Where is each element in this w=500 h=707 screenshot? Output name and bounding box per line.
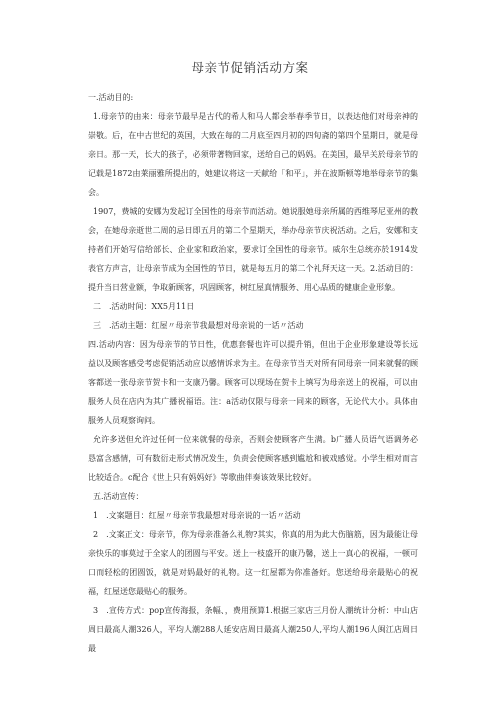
paragraph-promotion-method: 3 .宣传方式：pop宣传海报，条幅、，费用预算1.根据三家店三月份人潮统计分析：中山店周日最高人潮326人，平均人潮288人延安店周日最高人潮250人,平均人潮196人闽江店周日最 (88, 606, 418, 653)
document-title: 母亲节促销活动方案 (191, 60, 309, 75)
paragraph-origin: 1.母亲节的由来：母亲节最早是古代的希人和马人都会举春季节日，以表达他们对母亲神的崇敬。后，在中古世纪的英国，大致在每的二月底至四月初的四旬斋的第四个星期日，就是母亲日。那一天，长大的孩子，必须带著物回家，送给自己的妈妈。在美国，最早关於母亲节的记载是1872由莱丽雅所提出的，她建议将这一天献给「和平」，并在波斯顿等地举母亲节的集会。 (88, 112, 418, 197)
paragraph-copy-title: 1 .文案题目：红屋〃母亲节我最想对母亲说的一话〃活动 (93, 511, 301, 520)
paragraph-content: 四.活动内容：因为母亲节的节日性，优惠套餐也许可以提升销，但出于企业形象建设等长远益以及顾客感受考虑促销活动应以感情诉求为主。在母亲节当天对所有同母亲一同来就餐的顾客都送一张母亲节贺卡和一支康乃馨。顾客可以现场在贺卡上填写为母亲送上的祝福，可以由服务人员在店内为其广播祝福语。注：a活动仅限与母亲一同来的顾客，无论代大小。具体由服务人员观察询问。 (88, 340, 418, 425)
section-heading-theme: 三 .活动主题：红屋〃母亲节我最想对母亲说的一话〃活动 (93, 321, 304, 330)
paragraph-copy-body: 2 .文案正文：母亲节，你为母亲准备么礼物?其实，你真的用为此大伤脑筋，因为最能让母亲快乐的事莫过于全家人的团圆与平安。送上一枝盛开的康乃馨，送上一真心的祝福，一顿可口而轻松的团圆饭，就是对妈最好的礼物。这一红屋都为你准备好。您送给母亲最贴心的祝福，红屋送您最贴心的服务。 (88, 530, 418, 596)
paragraph-history: 1907，费城的安娜为发起订全国性的母亲节而活动。她说服她母亲所属的西维琴尼亚州的教会，在她母亲逝世二周的忌日即五月的第二个星期天，举办母亲节庆祝活动。之后，安娜和支持者们开始写信给部长、企业家和政治家，要求订全国性的母亲节。威尔生总统亦於1914发表官方声言，让母亲节成为全国性的节日，就是每五月的第二个礼拜天这一天。2.活动目的：提升当日营业额，争取新顾客，巩固顾客，树红屋真情服务、用心品质的健康企业形象。 (88, 207, 418, 292)
document-body (88, 88, 418, 658)
section-heading-promotion: 五.活动宣传： (93, 492, 144, 501)
paragraph-notes: 允许多送但允许过任何一位来就餐的母亲，否则会使顾客产生满。b广播人员语气语调务必恳富含感情，可有数衍走形式情况发生，负责会使顾客感到尴尬和被戏感觉。小学生相对而言比较适合。c配合《世上只有妈妈好》等歌曲伴奏该效果比较好。 (88, 435, 418, 482)
section-heading-time: 二 .活动时间：XX5月11日 (93, 302, 195, 311)
section-heading-purpose: 一.活动目的: (88, 93, 134, 102)
